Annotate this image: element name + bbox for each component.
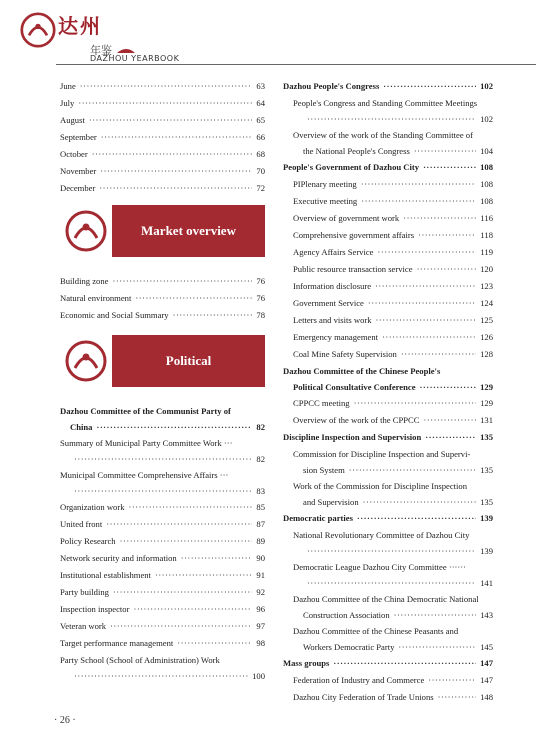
leader-dots (423, 162, 476, 173)
leader-dots (382, 332, 476, 343)
toc-entry-line (283, 642, 493, 653)
toc-entry-label: Policy Research (60, 536, 116, 546)
toc-entry-line (283, 281, 493, 292)
toc-entry[interactable] (283, 329, 493, 346)
toc-entry-line (283, 366, 493, 377)
page-number: · 26 · (54, 715, 76, 726)
emblem-icon (60, 335, 112, 387)
toc-entry-line (283, 465, 493, 476)
toc-entry-line (60, 115, 265, 126)
toc-entry-page: 72 (256, 183, 265, 193)
toc-entry-line (283, 196, 493, 207)
toc-entry-page: 63 (256, 81, 265, 91)
toc-entry-page: 108 (480, 179, 493, 189)
toc-entry-page: 129 (480, 381, 493, 392)
toc-entry[interactable] (283, 510, 493, 527)
toc-entry-label: Democratic League Dazhou City Committee ······ (293, 561, 466, 572)
toc-entry-label: Government Service (293, 298, 364, 308)
leader-dots (129, 502, 253, 513)
leader-dots (398, 642, 476, 653)
section-banner-market (60, 205, 265, 257)
toc-entry-line (283, 315, 493, 326)
leader-dots (92, 149, 253, 160)
toc-entry-page: 64 (256, 98, 265, 108)
toc-entry-page: 76 (256, 293, 265, 303)
toc-entry-label: and Supervision (303, 496, 359, 507)
toc-entry-label: Party building (60, 587, 109, 597)
toc-right (283, 78, 493, 706)
toc-entry-page: 145 (480, 641, 493, 652)
toc-entry[interactable] (283, 395, 493, 412)
toc-entry-line (60, 470, 265, 481)
toc-entry-label: People's Congress and Standing Committee Meetings (293, 97, 478, 108)
toc-entry-page: 129 (480, 398, 493, 408)
toc-entry-label: September (60, 132, 97, 142)
toc-entry[interactable] (283, 176, 493, 193)
toc-entry-line (283, 81, 493, 92)
toc-entry-label: Executive meeting (293, 196, 358, 206)
leader-dots (394, 610, 476, 621)
toc-entry-label: National Revolutionary Committee of Dazhou City (293, 529, 470, 540)
toc-entry-label: sion System (303, 464, 345, 475)
toc-entry[interactable] (283, 672, 493, 689)
toc-entry[interactable] (60, 435, 265, 467)
toc-entry-label: Economic and Social Summary (60, 310, 169, 320)
toc-entry[interactable] (60, 533, 265, 550)
toc-entry-line (283, 146, 493, 157)
toc-entry-line (283, 415, 493, 426)
leader-dots (135, 293, 252, 304)
toc-entry-line (283, 497, 493, 508)
toc-entry-page: 70 (256, 166, 265, 176)
leader-dots (376, 315, 477, 326)
toc-entry-label: July (60, 98, 75, 108)
toc-entry-label: August (60, 115, 85, 125)
toc-entry[interactable] (283, 623, 493, 655)
leader-dots (181, 553, 253, 564)
toc-entry-page: 126 (480, 332, 493, 342)
header-divider (56, 64, 536, 65)
toc-entry-line (60, 81, 265, 92)
toc-entry-page: 102 (480, 81, 493, 91)
toc-entry[interactable] (60, 516, 265, 533)
toc-entry-line (283, 626, 493, 637)
leader-dots (361, 179, 476, 190)
toc-entry-line (283, 658, 493, 669)
toc-entry[interactable] (60, 129, 265, 146)
leader-dots (349, 465, 476, 476)
toc-entry[interactable] (60, 550, 265, 567)
toc-entry-line (60, 587, 265, 598)
toc-entry[interactable] (60, 467, 265, 499)
leader-dots (378, 247, 477, 258)
toc-entry-label: Comprehensive government affairs (293, 230, 415, 240)
toc-entry-page: 89 (256, 536, 265, 546)
toc-entry-page: 139 (480, 513, 493, 523)
toc-entry-page: 148 (480, 692, 493, 702)
toc-entry-line (60, 406, 265, 417)
toc-entry-page: 65 (256, 115, 265, 125)
boat-mark-icon (116, 42, 136, 52)
leader-dots (78, 98, 252, 109)
toc-entry-line (60, 671, 265, 682)
leader-dots (100, 166, 252, 177)
toc-entry-label: Dazhou Committee of the Chinese Peasants and (293, 625, 459, 636)
leader-dots (99, 183, 252, 194)
leader-dots (113, 587, 252, 598)
leader-dots (428, 675, 476, 686)
toc-entry-page: 125 (480, 315, 493, 325)
toc-entry-page: 123 (480, 281, 493, 291)
toc-entry-page: 85 (256, 502, 265, 512)
toc-entry-label: Dazhou City Federation of Trade Unions (293, 692, 434, 702)
toc-entry[interactable] (283, 446, 493, 478)
toc-entry-label: June (60, 81, 76, 91)
toc-entry[interactable] (283, 412, 493, 429)
leader-dots (414, 146, 476, 157)
toc-entry-page: 135 (480, 464, 493, 475)
leader-dots (173, 310, 253, 321)
toc-entry[interactable] (60, 163, 265, 180)
toc-entry-page: 83 (256, 485, 265, 496)
toc-entry-line (283, 179, 493, 190)
toc-entry-page: 96 (256, 604, 265, 614)
leader-dots (307, 114, 476, 125)
leader-dots (403, 213, 476, 224)
toc-entry-page: 147 (480, 658, 493, 668)
brand-title: 达州 (58, 14, 102, 38)
toc-entry-page: 97 (256, 621, 265, 631)
toc-entry-line (60, 438, 265, 449)
leader-dots (383, 81, 476, 92)
toc-entry-line (283, 114, 493, 125)
toc-entry-line (60, 604, 265, 615)
toc-entry-line (60, 310, 265, 321)
toc-entry-page: 118 (480, 230, 493, 240)
toc-entry[interactable] (60, 290, 265, 307)
leader-dots (361, 196, 476, 207)
leader-dots (120, 536, 253, 547)
toc-entry-label: Agency Affairs Service (293, 247, 374, 257)
toc-entry-label: PIPlenary meeting (293, 179, 357, 189)
toc-entry-line (283, 213, 493, 224)
toc-entry-label: Federation of Industry and Commerce (293, 675, 425, 685)
leader-dots (425, 432, 476, 443)
toc-entry-label: Dazhou People's Congress (283, 81, 380, 91)
toc-entry-page: 78 (256, 310, 265, 320)
toc-entry-label: Construction Association (303, 609, 390, 620)
toc-entry-label: Target performance management (60, 638, 174, 648)
toc-entry[interactable] (283, 261, 493, 278)
toc-entry-label: Overview of government work (293, 213, 400, 223)
toc-entry-label: Commission for Discipline Inspection and Supervi- (293, 448, 471, 459)
toc-entry-page: 119 (480, 247, 493, 257)
toc-entry-label: Work of the Commission for Discipline Inspection (293, 480, 468, 491)
leader-dots (74, 671, 248, 682)
toc-left-political (60, 403, 265, 684)
toc-entry-page: 87 (256, 519, 265, 529)
toc-entry-line (283, 382, 493, 393)
toc-entry[interactable] (60, 146, 265, 163)
toc-entry[interactable] (283, 295, 493, 312)
toc-entry-line (60, 519, 265, 530)
toc-entry-line (283, 449, 493, 460)
toc-entry-line (60, 132, 265, 143)
toc-entry-label: Letters and visits work (293, 315, 372, 325)
leader-dots (74, 454, 252, 465)
toc-entry-page: 102 (480, 113, 493, 124)
toc-entry-label: Workers Democratic Party (303, 641, 395, 652)
toc-entry-label: Democratic parties (283, 513, 353, 523)
toc-entry-page: 120 (480, 264, 493, 274)
leader-dots (307, 578, 476, 589)
leader-dots (89, 115, 253, 126)
toc-entry-line (60, 183, 265, 194)
toc-entry[interactable] (60, 273, 265, 290)
toc-entry[interactable] (60, 112, 265, 129)
toc-entry-line (60, 486, 265, 497)
toc-entry[interactable] (60, 652, 265, 684)
leader-dots (106, 519, 252, 530)
toc-entry-page: 108 (480, 162, 493, 172)
toc-entry-label: Emergency management (293, 332, 379, 342)
toc-entry-label: Overview of the work of the CPPCC (293, 415, 420, 425)
toc-entry-page: 139 (480, 545, 493, 556)
section-title: Political (165, 353, 212, 368)
toc-entry-label: Summary of Municipal Party Committee Work ··· (60, 437, 233, 448)
leader-dots (438, 692, 477, 703)
toc-entry-page: 124 (480, 298, 493, 308)
toc-entry-page: 68 (256, 149, 265, 159)
toc-left-market (60, 273, 265, 324)
toc-entry[interactable] (60, 499, 265, 516)
toc-entry[interactable] (60, 180, 265, 197)
toc-entry[interactable] (283, 244, 493, 261)
leader-dots (74, 486, 252, 497)
toc-entry-line (283, 610, 493, 621)
toc-entry-line (283, 247, 493, 258)
toc-entry-label: Veteran work (60, 621, 107, 631)
toc-entry-line (60, 502, 265, 513)
toc-entry-page: 76 (256, 276, 265, 286)
toc-entry-page: 116 (480, 213, 493, 223)
leader-dots (375, 281, 476, 292)
leader-dots (420, 382, 477, 393)
toc-entry-page: 92 (256, 587, 265, 597)
toc-left-top (60, 78, 265, 197)
toc-entry[interactable] (60, 307, 265, 324)
toc-entry-label: Information disclosure (293, 281, 372, 291)
toc-entry[interactable] (283, 689, 493, 706)
toc-entry-line (283, 481, 493, 492)
toc-entry-label: December (60, 183, 96, 193)
toc-entry-line (60, 166, 265, 177)
leader-dots (307, 546, 476, 557)
leader-dots (354, 398, 477, 409)
toc-entry[interactable] (283, 312, 493, 329)
toc-entry-line (60, 149, 265, 160)
toc-entry[interactable] (283, 346, 493, 363)
toc-entry[interactable] (283, 278, 493, 295)
toc-entry-line (60, 454, 265, 465)
leader-dots (424, 415, 477, 426)
toc-entry[interactable] (283, 78, 493, 95)
toc-entry-label: Institutional establishment (60, 570, 151, 580)
toc-entry[interactable] (283, 227, 493, 244)
toc-entry[interactable] (283, 591, 493, 623)
toc-entry-line (60, 98, 265, 109)
toc-entry-page: 104 (480, 145, 493, 156)
toc-entry-page: 135 (480, 496, 493, 507)
toc-entry-line (283, 513, 493, 524)
leader-dots (112, 276, 252, 287)
toc-entry-line (283, 230, 493, 241)
leader-dots (96, 422, 252, 433)
toc-entry-page: 82 (256, 453, 265, 464)
toc-entry-label: Discipline Inspection and Supervision (283, 432, 422, 442)
toc-entry[interactable] (283, 559, 493, 591)
toc-entry-label: Overview of the work of the Standing Committee of (293, 129, 473, 140)
leader-dots (368, 298, 476, 309)
leader-dots (101, 132, 253, 143)
toc-entry-label: Network security and information (60, 553, 177, 563)
toc-entry-label: Coal Mine Safety Supervision (293, 349, 397, 359)
toc-entry-label: China (70, 421, 93, 432)
toc-entry[interactable] (60, 567, 265, 584)
brand-subtitle-cn: 年鉴 (90, 44, 112, 57)
leader-dots (155, 570, 252, 581)
toc-entry-line (283, 130, 493, 141)
toc-entry-line (283, 530, 493, 541)
toc-entry[interactable] (283, 655, 493, 672)
toc-entry-line (283, 398, 493, 409)
toc-entry[interactable] (60, 601, 265, 618)
toc-entry-label: Building zone (60, 276, 109, 286)
leader-dots (357, 513, 476, 524)
toc-entry-label: Dazhou Committee of the China Democratic National (293, 593, 479, 604)
leader-dots (333, 658, 476, 669)
toc-entry[interactable] (60, 403, 265, 435)
toc-entry-line (283, 675, 493, 686)
toc-entry-line (60, 638, 265, 649)
toc-entry[interactable] (283, 478, 493, 510)
toc-entry-label: October (60, 149, 88, 159)
toc-entry-line (283, 349, 493, 360)
toc-entry-page: 131 (480, 415, 493, 425)
toc-entry[interactable] (283, 127, 493, 159)
toc-entry-line (60, 553, 265, 564)
toc-entry-label: Inspection inspector (60, 604, 130, 614)
toc-entry[interactable] (283, 429, 493, 446)
toc-entry-label: Organization work (60, 502, 125, 512)
leader-dots (417, 264, 477, 275)
toc-entry-page: 108 (480, 196, 493, 206)
toc-entry[interactable] (60, 635, 265, 652)
toc-entry-label: Municipal Committee Comprehensive Affairs ··· (60, 469, 229, 480)
toc-entry-line (283, 298, 493, 309)
section-banner-political (60, 335, 265, 387)
toc-entry-line (283, 264, 493, 275)
leader-dots (133, 604, 252, 615)
toc-entry[interactable] (60, 78, 265, 95)
toc-entry-page: 90 (256, 553, 265, 563)
toc-entry-line (283, 432, 493, 443)
leader-dots (401, 349, 476, 360)
toc-entry-line (283, 332, 493, 343)
toc-entry-page: 143 (480, 609, 493, 620)
toc-entry-page: 82 (256, 421, 265, 432)
toc-entry-page: 135 (480, 432, 493, 442)
toc-entry-label: November (60, 166, 97, 176)
brand-subtitle-en: DAZHOU YEARBOOK (90, 54, 180, 63)
toc-entry-line (60, 293, 265, 304)
toc-entry-page: 100 (252, 670, 265, 681)
toc-entry-page: 66 (256, 132, 265, 142)
toc-entry[interactable] (283, 159, 493, 176)
toc-entry-line (60, 422, 265, 433)
toc-entry[interactable] (283, 363, 493, 395)
toc-entry-line (60, 621, 265, 632)
leader-dots (418, 230, 476, 241)
toc-entry-line (60, 655, 265, 666)
toc-entry-label: Dazhou Committee of the Chinese People's (283, 365, 441, 376)
toc-entry[interactable] (60, 618, 265, 635)
toc-entry-label: People's Government of Dazhou City (283, 162, 420, 172)
toc-entry-label: the National People's Congress (303, 145, 410, 156)
toc-entry[interactable] (283, 193, 493, 210)
toc-entry-label: United front (60, 519, 103, 529)
toc-entry-line (60, 276, 265, 287)
toc-entry-line (283, 594, 493, 605)
toc-entry-page: 98 (256, 638, 265, 648)
toc-entry[interactable] (60, 584, 265, 601)
toc-entry-line (283, 578, 493, 589)
toc-entry-label: Public resource transaction service (293, 264, 413, 274)
toc-entry-page: 141 (480, 577, 493, 588)
section-title: Market overview (141, 223, 236, 238)
page-header (20, 4, 220, 64)
toc-entry-line (60, 570, 265, 581)
toc-entry-label: Natural environment (60, 293, 132, 303)
toc-entry-line (283, 692, 493, 703)
emblem-icon (60, 205, 112, 257)
toc-entry-line (283, 98, 493, 109)
toc-entry-label: Dazhou Committee of the Communist Party of (60, 405, 231, 416)
toc-entry-page: 147 (480, 675, 493, 685)
toc-entry-label: Party School (School of Administration) Work (60, 654, 220, 665)
toc-entry-line (283, 546, 493, 557)
toc-entry-line (283, 562, 493, 573)
toc-entry[interactable] (60, 95, 265, 112)
leader-dots (177, 638, 252, 649)
leader-dots (363, 497, 476, 508)
toc-entry-label: Political Consultative Conference (293, 381, 416, 392)
toc-entry[interactable] (283, 95, 493, 127)
toc-entry-line (283, 162, 493, 173)
toc-entry-line (60, 536, 265, 547)
toc-entry-page: 128 (480, 349, 493, 359)
toc-entry-page: 91 (256, 570, 265, 580)
leader-dots (110, 621, 252, 632)
toc-entry-label: CPPCC meeting (293, 398, 350, 408)
dazhou-logo-icon (20, 12, 56, 48)
leader-dots (80, 81, 253, 92)
toc-entry[interactable] (283, 527, 493, 559)
toc-entry-label: Mass groups (283, 658, 330, 668)
toc-entry[interactable] (283, 210, 493, 227)
